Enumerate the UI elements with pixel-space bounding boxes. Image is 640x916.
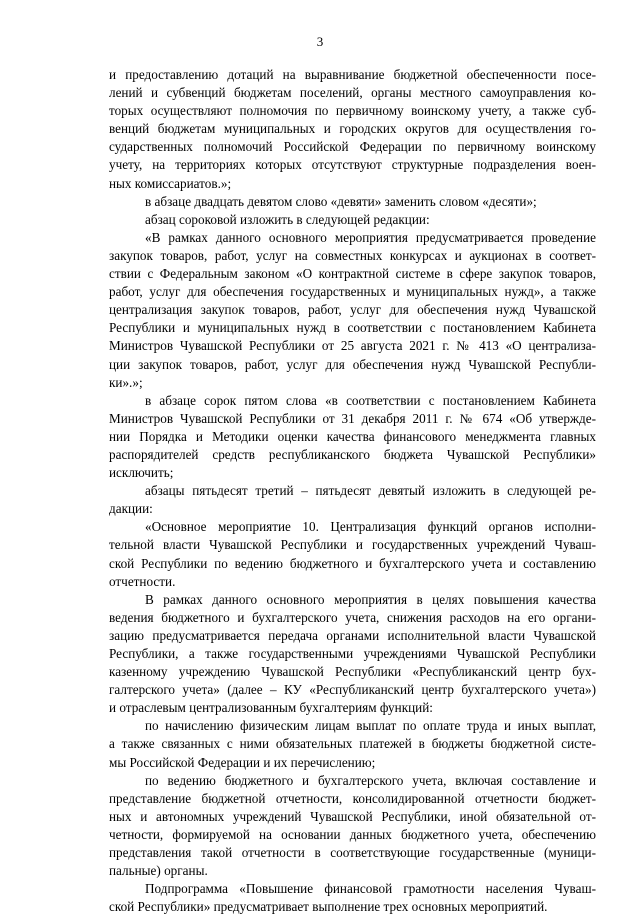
text-line: тельной власти Чувашской Республики и государственных учреждений Чуваш- [109, 537, 596, 553]
text-line: ции закупок товаров, работ, услуг для обеспечения нужд Чувашской Республи- [109, 356, 596, 372]
text-line: зацию предусматривается передача органами исполнительной власти Чувашской [109, 627, 596, 643]
text-line: работ, услуг для обеспечения государственных и муниципальных нужд», а также [109, 284, 596, 300]
text-line: галтерского учета» (далее – КУ «Республиканский центр бухгалтерского учета») [109, 682, 596, 698]
text-line: ствии с Федеральным законом «О контрактной системе в сфере закупок товаров, [109, 266, 596, 282]
text-line: ных комиссариатов.»; [109, 175, 232, 191]
text-line: венций бюджетам муниципальных и городских округов для осуществления го- [109, 121, 596, 137]
text-line: торых осуществляют полномочия по первичному воинскому учету, а также суб- [109, 103, 596, 119]
text-line: учету, на территориях которых отсутствуют структурные подразделения воен- [109, 157, 596, 173]
text-line: ской Республики» предусматривает выполнение трех основных мероприятий. [109, 899, 548, 915]
text-line: казенному учреждению Чувашской Республики «Республиканский центр бух- [109, 664, 596, 680]
page-number: 3 [316, 34, 324, 49]
text-line: ской Республики по ведению бюджетного и бухгалтерского учета и составлению [109, 555, 596, 571]
text-line: в абзаце двадцать девятом слово «девяти» заменить словом «десяти»; [145, 193, 537, 209]
text-line: мы Российской Федерации и их перечислению; [109, 754, 376, 770]
text-line: Министров Чувашской Республики от 25 августа 2021 г. № 413 «О централиза- [109, 338, 596, 354]
text-line: абзац сороковой изложить в следующей редакции: [145, 211, 430, 227]
text-line: «В рамках данного основного мероприятия предусматривается проведение [145, 229, 596, 245]
text-line: «Основное мероприятие 10. Централизация функций органов исполни- [145, 519, 596, 535]
text-line: ки».»; [109, 374, 143, 390]
text-line: четности, формируемой на основании данных бюджетного учета, обеспечению [109, 826, 596, 842]
text-line: представления такой отчетности в соответствующие государственные (муници- [109, 845, 596, 861]
text-line: ведения бюджетного и бухгалтерского учета, снижения расходов на его органи- [109, 609, 596, 625]
text-line: ных и автономных учреждений Чувашской Республики, иной обязательной от- [109, 808, 596, 824]
text-line: закупок товаров, работ, услуг на совместных конкурсах и аукционах в соответ- [109, 247, 596, 263]
text-line: отчетности. [109, 573, 176, 589]
text-line: дакции: [109, 501, 153, 517]
text-line: по ведению бюджетного и бухгалтерского учета, включая составление и [145, 772, 596, 788]
text-line: В рамках данного основного мероприятия в целях повышения качества [145, 591, 596, 607]
text-line: распорядителей средств республиканского бюджета Чувашской Республики» [109, 446, 596, 462]
text-line: исключить; [109, 465, 174, 481]
text-line: по начислению физическим лицам выплат по оплате труда и иных выплат, [145, 718, 596, 734]
text-line: лений и субвенций бюджетам поселений, органы местного самоуправления ко- [109, 85, 596, 101]
text-line: Республики, а также государственными учреждениями Чувашской Республики [109, 646, 596, 661]
text-line: Подпрограмма «Повышение финансовой грамотности населения Чуваш- [145, 881, 596, 897]
text-line: нии Порядка и Методики оценки качества финансового менеджмента главных [109, 428, 596, 444]
text-line: Республики и муниципальных нужд в соответствии с постановлением Кабинета [109, 320, 596, 336]
text-line: и отраслевым централизованным бухгалтериям функций: [109, 700, 433, 716]
text-line: представление бюджетной отчетности, консолидированной отчетности бюджет- [109, 790, 596, 806]
text-line: централизация закупок товаров, работ, услуг для обеспечения нужд Чувашской [109, 302, 596, 318]
document-body [109, 66, 596, 916]
text-line: в абзаце сорок пятом слова «в соответствии с постановлением Кабинета [145, 392, 596, 408]
text-line: Министров Чувашской Республики от 31 декабря 2011 г. № 674 «Об утвержде- [109, 410, 596, 426]
text-line: а также связанных с ними обязательных платежей в бюджеты бюджетной систе- [109, 736, 596, 752]
text-line: абзацы пятьдесят третий – пятьдесят девятый изложить в следующей ре- [145, 483, 596, 499]
text-line: и предоставлению дотаций на выравнивание бюджетной обеспеченности посе- [109, 67, 596, 82]
text-line: сударственных полномочий Российской Федерации по первичному воинскому [109, 139, 596, 155]
text-line: пальные) органы. [109, 863, 208, 879]
